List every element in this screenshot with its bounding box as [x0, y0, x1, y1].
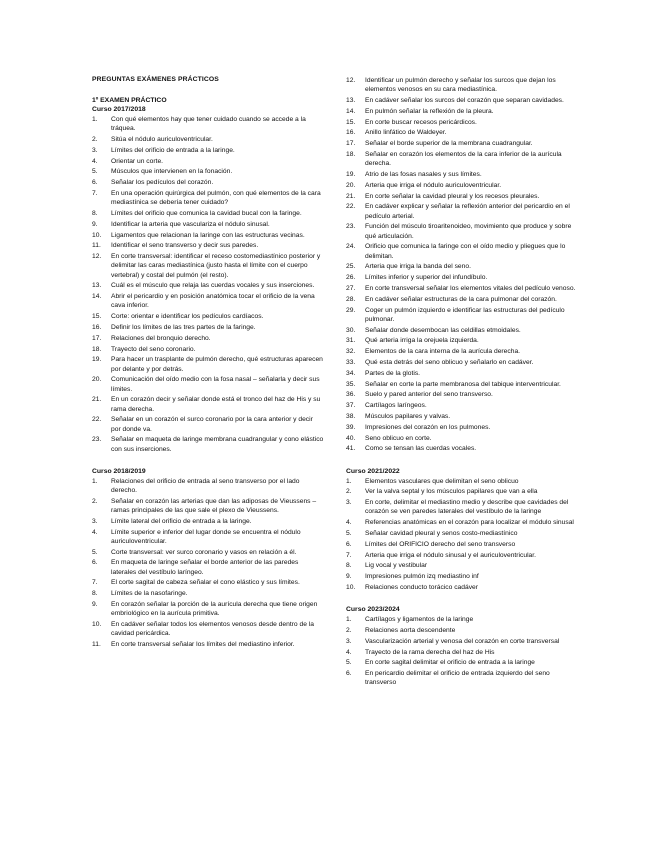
- question-text: En maqueta de laringe señalar el borde anterior de las paredes laterales del vestíbulo laríngeo.: [111, 559, 299, 576]
- left-column: [92, 76, 324, 663]
- question-number: 1.: [346, 616, 352, 624]
- question-text: Qué esta detrás del seno oblicuo y señalarlo en cadáver.: [365, 358, 534, 366]
- question-text: Relaciones del orificio de entrada al seno transverso por el lado derecho.: [111, 477, 300, 494]
- question-number: 6.: [346, 670, 352, 678]
- question-text: Partes de la glotis.: [365, 369, 421, 377]
- question-number: 41.: [346, 445, 356, 453]
- question-item: [92, 600, 324, 618]
- document-title: PREGUNTAS EXÁMENES PRÁCTICOS: [92, 76, 219, 83]
- question-text: Límite lateral del orificio de entrada a la laringe.: [111, 517, 252, 525]
- question-list: [92, 115, 324, 454]
- question-item: [346, 273, 578, 282]
- question-text: Sitúa el nódulo auriculoventricular.: [111, 136, 213, 143]
- question-list: [92, 477, 324, 649]
- question-number: 17.: [92, 334, 102, 342]
- question-item: [346, 401, 578, 410]
- question-item: [92, 323, 324, 332]
- question-number: 3.: [92, 517, 98, 525]
- question-number: 31.: [346, 337, 356, 345]
- question-item: [92, 312, 324, 321]
- question-text: Arteria que irriga la banda del seno.: [365, 263, 471, 271]
- question-number: 9.: [92, 220, 98, 228]
- question-item: [346, 423, 578, 432]
- question-item: [346, 572, 578, 581]
- question-number: 7.: [346, 551, 352, 559]
- question-number: 7.: [92, 579, 98, 587]
- question-item: [346, 498, 578, 516]
- course-heading: Curso 2018/2019: [92, 467, 146, 475]
- question-number: 8.: [92, 209, 98, 217]
- question-item: [346, 551, 578, 560]
- question-number: 37.: [346, 402, 356, 410]
- question-text: Señalar en maqueta de laringe membrana cuadrangular y cono elástico con sus inserciones.: [111, 436, 324, 453]
- question-number: 8.: [92, 590, 98, 598]
- question-item: [346, 669, 578, 687]
- question-item: [346, 306, 578, 324]
- question-text: Límites del orificio que comunica la cavidad bucal con la faringe.: [111, 209, 302, 217]
- question-item: [92, 640, 324, 649]
- question-text: Señalar en un corazón el surco coronario por la cara anterior y decir por donde va.: [111, 416, 313, 433]
- question-number: 18.: [92, 345, 102, 353]
- question-text: Cartílagos y ligamentos de la laringe: [365, 616, 474, 624]
- question-item: [92, 334, 324, 343]
- question-text: En corte sagital delimitar el orificio de entrada a la laringe: [365, 659, 535, 667]
- question-number: 40.: [346, 434, 356, 442]
- question-number: 11.: [92, 640, 101, 648]
- question-number: 39.: [346, 423, 356, 431]
- question-item: [346, 444, 578, 453]
- question-item: [92, 241, 324, 250]
- question-list: [346, 76, 578, 454]
- question-number: 4.: [92, 528, 98, 536]
- question-text: Músculos que intervienen en la fonación.: [111, 168, 233, 176]
- course-heading: Curso 2021/2022: [346, 467, 400, 475]
- question-number: 16.: [346, 129, 356, 137]
- question-text: En un corazón decir y señalar donde está el tronco del haz de His y su rama derecha.: [111, 396, 321, 413]
- question-number: 10.: [346, 583, 356, 591]
- question-item: [92, 281, 324, 290]
- question-item: [92, 578, 324, 587]
- question-text: En cadáver explicar y señalar la reflexión anterior del pericardio en el pedículo arterial.: [365, 203, 570, 220]
- question-item: [346, 222, 578, 240]
- question-number: 1.: [346, 477, 352, 485]
- question-item: [346, 648, 578, 657]
- question-number: 6.: [92, 559, 98, 567]
- question-number: 13.: [346, 97, 356, 104]
- question-text: En corte transversal: identificar el receso costomediastínico posterior y delimitar las caras mediastínica (justo hasta el límite con el cuerpo vertebral) y costal del pulmón (el resto).: [111, 253, 321, 279]
- question-item: [346, 295, 578, 304]
- question-item: [346, 347, 578, 356]
- question-text: Elementos vasculares que delimitan el seno oblicuo: [365, 477, 519, 485]
- question-number: 14.: [346, 107, 356, 115]
- question-number: 15.: [92, 313, 102, 321]
- question-number: 7.: [92, 189, 98, 197]
- question-text: Para hacer un trasplante de pulmón derecho, qué estructuras aparecen por delante y por detrás.: [111, 356, 323, 373]
- question-number: 18.: [346, 150, 356, 158]
- question-number: 16.: [92, 323, 102, 331]
- question-number: 21.: [92, 396, 102, 404]
- question-number: 1.: [92, 477, 98, 485]
- question-item: [92, 146, 324, 155]
- question-item: [346, 615, 578, 624]
- question-number: 35.: [346, 380, 356, 388]
- exam-heading: 1º EXAMEN PRÁCTICO: [92, 97, 167, 104]
- question-text: En una operación quirúrgica del pulmón, con qué elementos de la cara mediastínica se debería tener cuidado?: [111, 189, 321, 207]
- question-text: Señalar en corte la parte membranosa del tabique interventricular.: [365, 380, 561, 388]
- question-item: [92, 231, 324, 240]
- question-item: [346, 518, 578, 527]
- question-text: Identificar un pulmón derecho y señalar los surcos que dejan los elementos venosos en su cara mediastínica.: [365, 77, 556, 94]
- question-text: Como se tensan las cuerdas vocales.: [365, 445, 477, 453]
- question-item: [92, 345, 324, 354]
- question-item: [346, 583, 578, 592]
- question-list: [346, 615, 578, 687]
- section-2023-2024: [346, 606, 578, 687]
- question-text: Comunicación del oído medio con la fosa nasal – señalarla y decir sus límites.: [111, 376, 320, 393]
- question-item: [92, 558, 324, 576]
- question-text: Límite superior e inferior del lugar donde se encuentra el nódulo auriculoventricular.: [111, 528, 301, 545]
- question-item: [92, 157, 324, 166]
- question-text: Señalar cavidad pleural y senos costo-mediastínico: [365, 529, 518, 537]
- question-item: [346, 477, 578, 486]
- question-item: [346, 107, 578, 116]
- question-number: 28.: [346, 295, 356, 303]
- question-text: Identificar el seno transverso y decir sus paredes.: [111, 242, 259, 250]
- question-number: 20.: [92, 376, 102, 384]
- question-item: [346, 96, 578, 105]
- question-number: 9.: [346, 573, 352, 581]
- question-number: 4.: [346, 648, 352, 656]
- question-item: [346, 170, 578, 179]
- question-item: [346, 202, 578, 220]
- question-item: [92, 292, 324, 310]
- question-item: [346, 434, 578, 443]
- question-item: [346, 128, 578, 137]
- question-item: [92, 415, 324, 433]
- question-text: Cartílagos laríngeos.: [365, 402, 427, 410]
- question-text: En corte señalar la cavidad pleural y los recesos pleurales.: [365, 192, 540, 200]
- question-item: [346, 369, 578, 378]
- question-item: [346, 150, 578, 168]
- question-text: Qué arteria irriga la orejuela izquierda.: [365, 337, 479, 345]
- question-text: Con qué elementos hay que tener cuidado cuando se accede a la tráquea.: [111, 116, 306, 133]
- question-number: 3.: [92, 146, 98, 154]
- question-text: Cuál es el músculo que relaja las cuerdas vocales y sus inserciones.: [111, 282, 315, 290]
- question-text: En cadáver señalar todos los elementos venosos desde dentro de la cavidad pericárdica.: [111, 620, 314, 638]
- question-number: 3.: [346, 499, 352, 507]
- question-list: [346, 477, 578, 593]
- question-item: [92, 209, 324, 218]
- question-text: Límites del orificio de entrada a la laringe.: [111, 146, 235, 154]
- question-text: Impresiones del corazón en los pulmones.: [365, 423, 491, 431]
- question-item: [92, 252, 324, 280]
- section-2018-2019: [92, 468, 324, 649]
- question-number: 30.: [346, 326, 356, 334]
- question-text: Señalar los pedículos del corazón.: [111, 179, 214, 187]
- question-text: Seno oblicuo en corte.: [365, 434, 432, 442]
- question-number: 23.: [92, 436, 102, 444]
- question-number: 5.: [346, 659, 352, 667]
- question-number: 2.: [346, 626, 352, 634]
- question-text: Límites del ORIFICIO derecho del seno transverso: [365, 540, 516, 548]
- question-text: Señalar donde desembocan las celdillas etmoidales.: [365, 326, 521, 334]
- question-text: En cadáver señalar los surcos del corazón que separan cavidades.: [365, 97, 564, 104]
- question-item: [346, 336, 578, 345]
- question-item: [92, 355, 324, 373]
- question-number: 10.: [92, 231, 102, 239]
- question-text: Relaciones del bronquio derecho.: [111, 334, 211, 342]
- question-text: Señalar en corazón los elementos de la cara inferior de la aurícula derecha.: [365, 150, 562, 168]
- question-number: 14.: [92, 293, 102, 301]
- question-number: 9.: [92, 600, 98, 608]
- question-number: 10.: [92, 620, 102, 628]
- question-item: [92, 589, 324, 598]
- question-number: 12.: [346, 77, 356, 84]
- question-number: 5.: [346, 529, 352, 537]
- question-text: En corte transversal señalar los elementos vitales del pedículo venoso.: [365, 284, 576, 292]
- question-item: [346, 626, 578, 635]
- question-text: En corte transversal señalar los límites del mediastino inferior.: [111, 640, 295, 648]
- question-number: 27.: [346, 284, 356, 292]
- question-number: 38.: [346, 412, 356, 420]
- question-text: Trayecto del seno coronario.: [111, 345, 196, 353]
- question-item: [346, 487, 578, 496]
- question-text: Coger un pulmón izquierdo e identificar las estructuras del pedículo pulmonar.: [365, 306, 565, 323]
- question-text: Arteria que irriga el nódulo sinusal y el auriculoventricular.: [365, 551, 536, 559]
- question-item: [92, 395, 324, 413]
- question-item: [346, 192, 578, 201]
- question-item: [346, 658, 578, 667]
- question-text: Relaciones aorta descendente: [365, 626, 456, 634]
- question-text: Identificar la arteria que vasculariza el nódulo sinusal.: [111, 220, 270, 228]
- question-text: Límites de la nasofaringe.: [111, 590, 188, 598]
- question-item: [92, 167, 324, 176]
- question-text: Elementos de la cara interna de la aurícula derecha.: [365, 348, 521, 356]
- section-2017-2018: [92, 106, 324, 454]
- question-number: 5.: [92, 168, 98, 176]
- question-number: 4.: [92, 157, 98, 165]
- question-number: 11.: [92, 242, 101, 250]
- question-text: Arteria que irriga el nódulo auriculoventricular.: [365, 181, 502, 189]
- question-item: [346, 262, 578, 271]
- question-item: [92, 435, 324, 453]
- question-number: 20.: [346, 181, 356, 189]
- question-number: 19.: [346, 170, 356, 178]
- question-text: Orientar un corte.: [111, 157, 164, 165]
- question-item: [92, 178, 324, 187]
- section-2018-2019-continued: [346, 76, 578, 454]
- question-number: 17.: [346, 140, 356, 148]
- question-item: [92, 115, 324, 133]
- question-item: [92, 620, 324, 638]
- question-number: 24.: [346, 243, 356, 251]
- question-text: Orificio que comunica la faringe con el oído medio y pliegues que lo delimitan.: [365, 243, 566, 260]
- question-text: Corte: orientar e identificar los pedículos cardíacos.: [111, 313, 264, 321]
- question-text: El corte sagital de cabeza señalar el cono elástico y sus límites.: [111, 579, 300, 587]
- question-text: En corte, delimitar el mediastino medio y describe que cavidades del corazón se ven paredes laterales del vestíbulo de la laringe: [365, 499, 569, 516]
- question-item: [346, 118, 578, 127]
- question-number: 36.: [346, 391, 356, 399]
- question-text: Atrio de las fosas nasales y sus límites.: [365, 170, 482, 178]
- question-number: 33.: [346, 358, 356, 366]
- question-item: [346, 358, 578, 367]
- question-text: Lig vocal y vestibular: [365, 562, 428, 570]
- question-text: Impresiones pulmón izq mediastino inf: [365, 573, 479, 581]
- question-text: Función del músculo tiroaritenoideo, movimiento que produce y sobre qué articulación.: [365, 223, 572, 240]
- question-text: Anillo linfático de Waldeyer.: [365, 129, 447, 137]
- question-text: Ligamentos que relacionan la laringe con las estructuras vecinas.: [111, 231, 305, 239]
- question-text: Corte transversal: ver surco coronario y vasos en relación a él.: [111, 548, 297, 556]
- question-number: 1.: [92, 116, 98, 123]
- question-item: [92, 220, 324, 229]
- question-item: [346, 529, 578, 538]
- question-text: Vascularización arterial y venosa del corazón en corte transversal: [365, 637, 560, 645]
- question-number: 6.: [92, 179, 98, 187]
- question-item: [346, 284, 578, 293]
- question-text: Ver la valva septal y los músculos papilares que van a ella: [365, 488, 538, 496]
- question-text: Límites inferior y superior del infundíbulo.: [365, 274, 488, 282]
- question-number: 3.: [346, 637, 352, 645]
- question-text: En corte buscar recesos pericárdicos.: [365, 118, 477, 126]
- question-number: 6.: [346, 540, 352, 548]
- question-number: 8.: [346, 562, 352, 570]
- question-text: Señalar el borde superior de la membrana cuadrangular.: [365, 140, 533, 148]
- question-item: [92, 497, 324, 515]
- course-heading: Curso 2023/2024: [346, 606, 400, 614]
- question-text: Señalar en corazón las arterias que dan las adiposas de Vieussens – ramas principales de las que sale el plexo de Vieussens.: [111, 497, 317, 514]
- section-2021-2022: [346, 468, 578, 593]
- question-item: [346, 242, 578, 260]
- question-item: [92, 548, 324, 557]
- right-column: [346, 76, 578, 702]
- question-item: [346, 139, 578, 148]
- question-item: [92, 135, 324, 144]
- question-text: En pulmón señalar la reflexión de la pleura.: [365, 107, 494, 115]
- question-number: 22.: [92, 416, 102, 424]
- question-text: Relaciones conducto torácico cadáver: [365, 583, 479, 591]
- question-text: En cadáver señalar estructuras de la cara pulmonar del corazón.: [365, 295, 557, 303]
- question-number: 2.: [346, 488, 352, 496]
- course-heading: Curso 2017/2018: [92, 106, 146, 113]
- question-number: 22.: [346, 203, 356, 211]
- question-item: [346, 380, 578, 389]
- question-text: Suelo y pared anterior del seno transverso.: [365, 391, 493, 399]
- question-text: En pericardio delimitar el orificio de entrada izquierdo del seno transverso: [365, 670, 550, 687]
- question-item: [346, 390, 578, 399]
- question-text: En corazón señalar la porción de la aurícula derecha que tiene origen embriológico en la aurícula primitiva.: [111, 600, 318, 618]
- question-text: Abrir el pericardio y en posición anatómica tocar el orificio de la vena cava inferior.: [111, 293, 315, 310]
- question-item: [346, 540, 578, 549]
- question-number: 29.: [346, 306, 356, 314]
- question-number: 2.: [92, 497, 98, 505]
- question-number: 32.: [346, 348, 356, 356]
- question-text: Referencias anatómicas en el corazón para localizar el módulo sinusal: [365, 519, 574, 527]
- question-item: [346, 181, 578, 190]
- question-item: [92, 528, 324, 546]
- question-text: Músculos papilares y valvas.: [365, 412, 451, 420]
- question-number: 25.: [346, 263, 356, 271]
- question-item: [92, 189, 324, 207]
- question-item: [92, 375, 324, 393]
- question-item: [346, 326, 578, 335]
- question-number: 15.: [346, 118, 356, 126]
- question-text: Definir los límites de las tres partes de la faringe.: [111, 323, 256, 331]
- question-number: 4.: [346, 519, 352, 527]
- question-item: [346, 412, 578, 421]
- question-number: 2.: [92, 136, 98, 143]
- question-number: 19.: [92, 356, 102, 364]
- question-number: 13.: [92, 282, 102, 290]
- question-item: [346, 76, 578, 94]
- question-number: 12.: [92, 253, 102, 261]
- question-text: Trayecto de la rama derecha del haz de His: [365, 648, 495, 656]
- question-number: 23.: [346, 223, 356, 231]
- question-item: [346, 561, 578, 570]
- question-item: [92, 517, 324, 526]
- question-number: 5.: [92, 548, 98, 556]
- question-item: [346, 637, 578, 646]
- question-item: [92, 477, 324, 495]
- question-number: 26.: [346, 274, 356, 282]
- question-number: 21.: [346, 192, 356, 200]
- question-number: 34.: [346, 369, 356, 377]
